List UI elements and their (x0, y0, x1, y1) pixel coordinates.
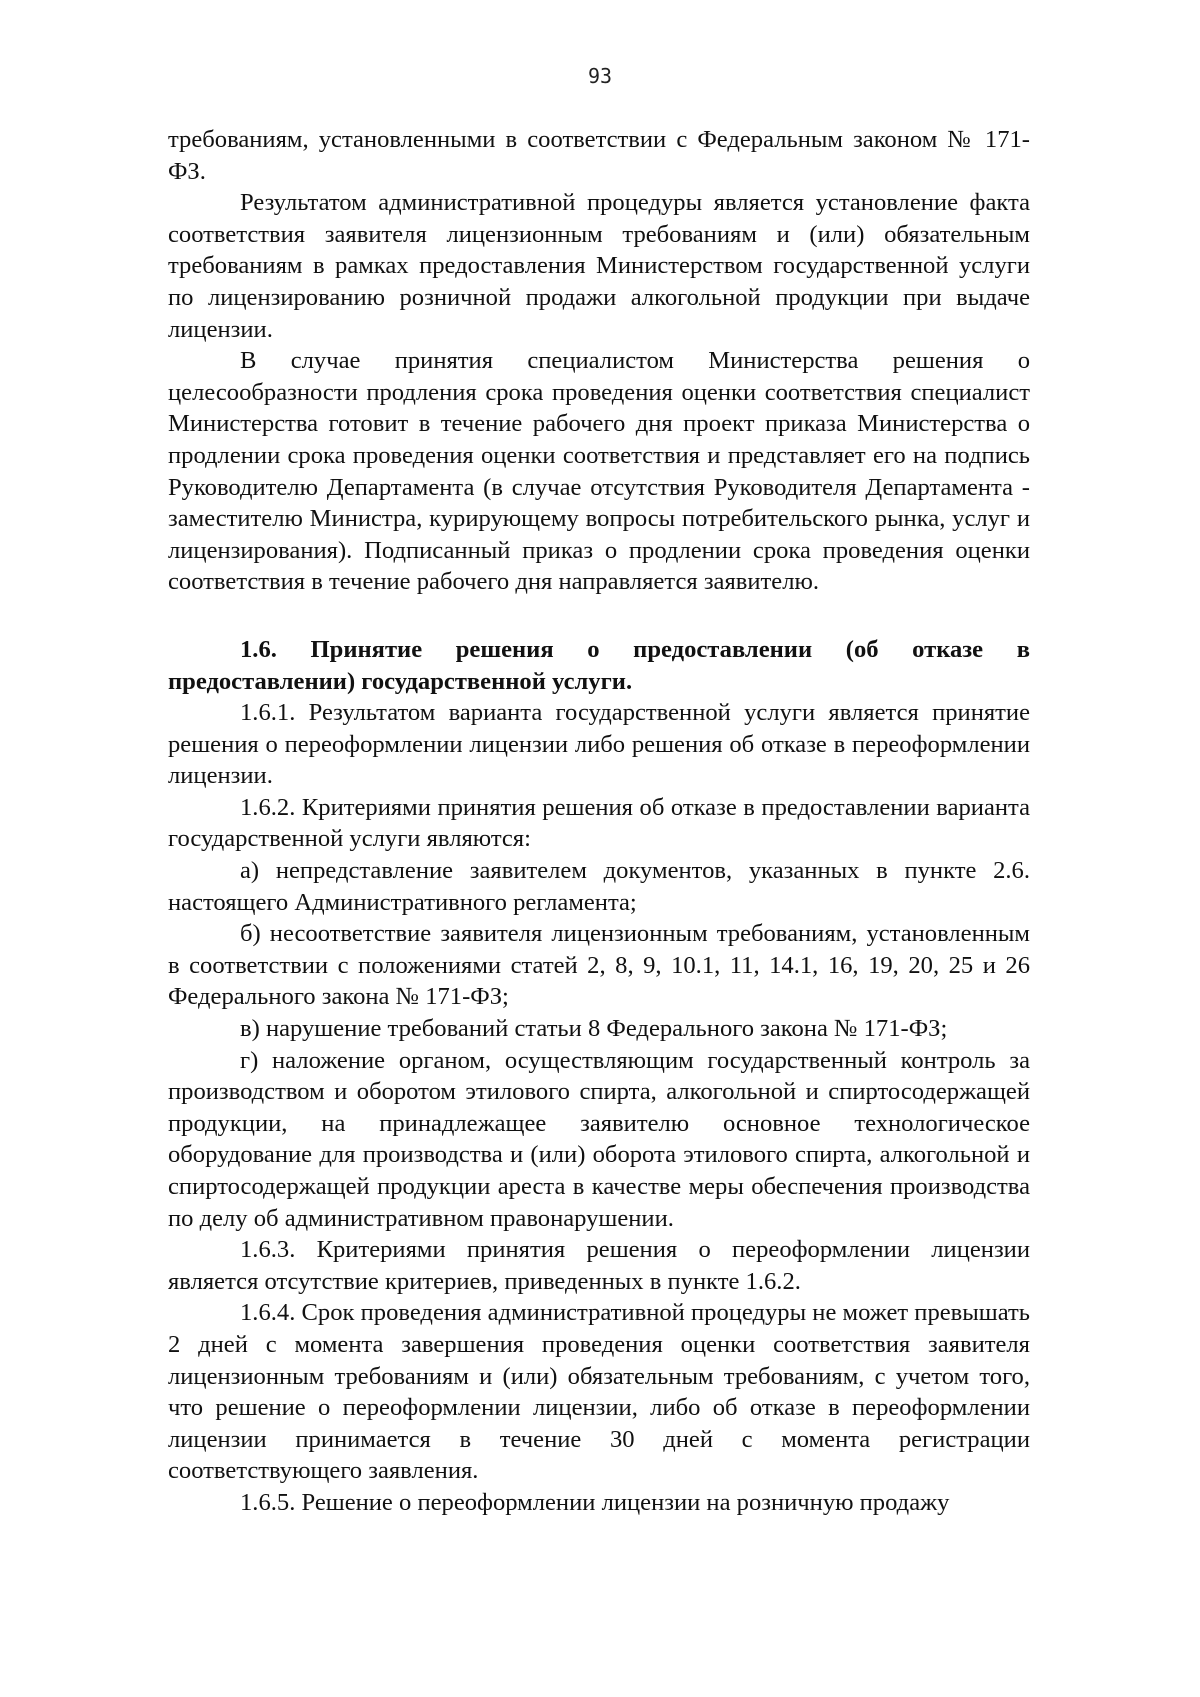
paragraph-1-6-1: 1.6.1. Результатом варианта государственной услуги является принятие решения о переоформлении лицензии либо решения об отказе в переоформлении лицензии. (168, 699, 1030, 790)
paragraph-result: Результатом административной процедуры является установление факта соответствия заявителя лицензионным требованиям и (или) обязательным требованиям в рамках предоставления Министерством государственной услуги по лицензированию розничной продажи алкогольной продукции при выдаче лицензии. (168, 189, 1030, 343)
paragraph-1-6-5: 1.6.5. Решение о переоформлении лицензии на розничную продажу (240, 1488, 950, 1516)
paragraph-extension: В случае принятия специалистом Министерства решения о целесообразности продления срока проведения оценки соответствия специалист Министерства готовит в течение рабочего дня проект приказа Министерства о продлении срока проведения оценки соответствия и представляет его на подпись Руководителю Департамента (в случае отсутствия Руководителя Департамента - заместителю Министра, курирующему вопросы потребительского рынка, услуг и лицензирования). Подписанный приказ о продлении срока проведения оценки соответствия в течение рабочего дня направляется заявителю. (168, 347, 1030, 596)
paragraph-continuation: требованиям, установленными в соответствии с Федеральным законом № 171-ФЗ. (168, 126, 1030, 185)
list-item-b: б) несоответствие заявителя лицензионным требованиям, установленным в соответствии с положениями статей 2, 8, 9, 10.1, 11, 14.1, 16, 19, 20, 25 и 26 Федерального закона № 171-ФЗ; (168, 920, 1030, 1011)
page-number: 93 (587, 64, 613, 88)
paragraph-1-6-4: 1.6.4. Срок проведения административной процедуры не может превышать 2 дней с момента завершения проведения оценки соответствия заявителя лицензионным требованиям и (или) обязательным требованиям, с учетом того, что решение о переоформлении лицензии, либо об отказе в переоформлении лицензии принимается в течение 30 дней с момента регистрации соответствующего заявления. (168, 1299, 1030, 1485)
list-item-g: г) наложение органом, осуществляющим государственный контроль за производством и оборотом этилового спирта, алкогольной и спиртосодержащей продукции, на принадлежащее заявителю основное технологическое оборудование для производства и (или) оборота этилового спирта, алкогольной и спиртосодержащей продукции ареста в качестве меры обеспечения производства по делу об административном правонарушении. (168, 1046, 1030, 1232)
section-gap (168, 598, 1030, 634)
section-heading: 1.6. Принятие решения о предоставлении (об отказе в предоставлении) государственной услуги. (168, 635, 1030, 695)
paragraph-1-6-3: 1.6.3. Критериями принятия решения о переоформлении лицензии является отсутствие критериев, приведенных в пункте 1.6.2. (168, 1236, 1030, 1295)
paragraph-1-6-2: 1.6.2. Критериями принятия решения об отказе в предоставлении варианта государственной услуги являются: (168, 793, 1030, 853)
list-item-a: а) непредставление заявителем документов, указанных в пункте 2.6. настоящего Административного регламента; (168, 857, 1030, 916)
list-item-v: в) нарушение требований статьи 8 Федерального закона № 171-ФЗ; (240, 1015, 948, 1043)
document-body (168, 124, 1030, 1519)
